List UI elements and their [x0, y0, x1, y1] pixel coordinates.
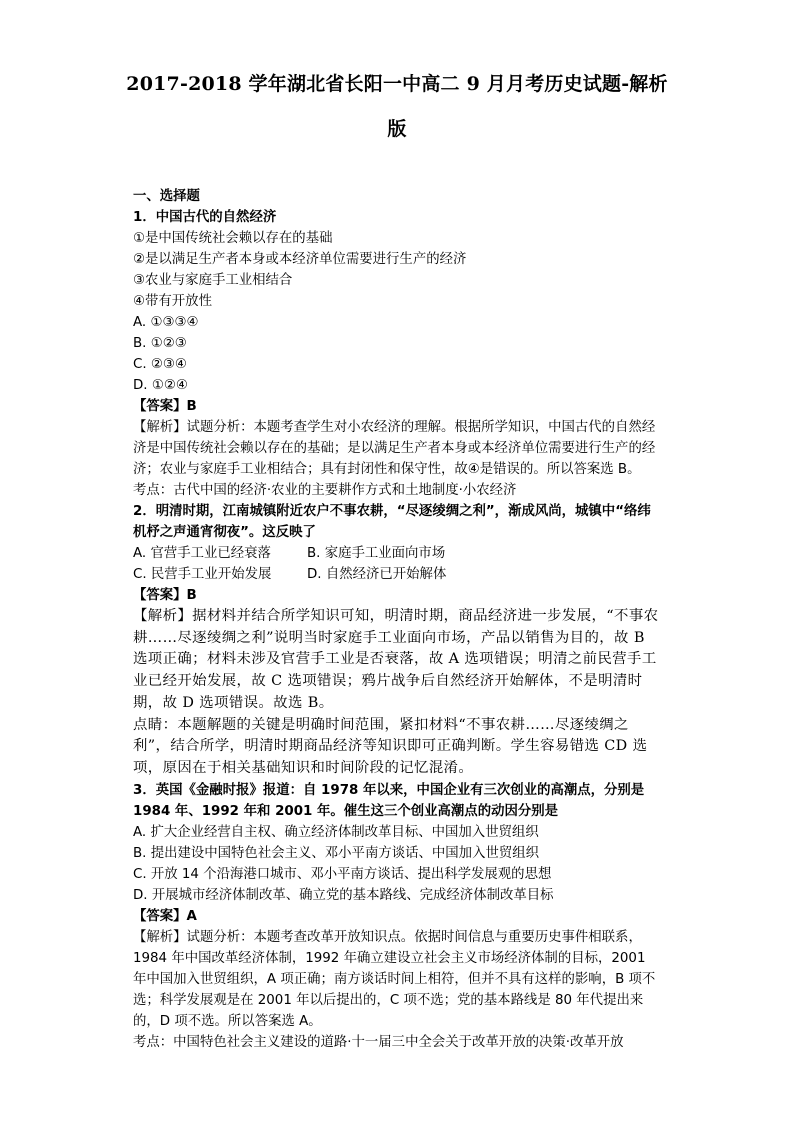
question-3-stem: 3．英国《金融时报》报道：自 1978 年以来，中国企业有三次创业的高潮点，分别是 1984 年、1992 年和 2001 年。催生这三个创业高潮点的动因分别是: [133, 782, 645, 819]
question-2-analysis: 【解析】据材料并结合所学知识可知，明清时期，商品经济进一步发展，“不事农耕……尽逐绫绸之利”说明当时家庭手工业面向市场，产品以销售为目的，故 B 选项正确；材料未涉及官营手工业是否衰落，故 A 选项错误；明清之前民营手工业已经开始发展，故 C 选项错误；鸦片战争后自然经济开始解体，不是明清时期，故 D 选项错误。故选 B。: [133, 608, 659, 711]
question-2-tip: 点睛：本题解题的关键是明确时间范围，紧扣材料“不事农耕……尽逐绫绸之利”，结合所学，明清时期商品经济等知识即可正确判断。学生容易错选 CD 选项，原因在于相关基础知识和时间阶段的记忆混淆。: [133, 716, 648, 776]
question-3-option-c: C. 开放 14 个沿海港口城市、邓小平南方谈话、提出科学发展观的思想: [133, 866, 552, 882]
question-3-option-b: B. 提出建设中国特色社会主义、邓小平南方谈话、中国加入世贸组织: [133, 845, 540, 861]
question-3-point: 考点：中国特色社会主义建设的道路·十一届三中全会关于改革开放的决策·改革开放: [133, 1034, 624, 1050]
question-1-point: 考点：古代中国的经济·农业的主要耕作方式和土地制度·小农经济: [133, 483, 517, 498]
question-1-option-b: B. ①②③: [133, 336, 187, 351]
question-1-item: ③农业与家庭手工业相结合: [133, 273, 293, 288]
question-1-item: ④带有开放性: [133, 294, 212, 309]
question-2-option-c: C. 民营手工业开始发展: [133, 567, 272, 582]
question-1-stem: 1．中国古代的自然经济: [133, 210, 277, 225]
question-2-options-row-2: [133, 564, 663, 585]
question-2-options-row-1: [133, 543, 663, 564]
question-3-option-d: D. 开展城市经济体制改革、确立党的基本路线、完成经济体制改革目标: [133, 887, 554, 903]
question-2-answer: 【答案】B: [133, 588, 197, 603]
question-3-option-a: A. 扩大企业经营自主权、确立经济体制改革目标、中国加入世贸组织: [133, 824, 539, 840]
question-1-answer: 【答案】B: [133, 399, 197, 414]
section-heading: 一、选择题: [133, 189, 200, 204]
question-3-analysis: 【解析】试题分析：本题考查改革开放知识点。依据时间信息与重要历史事件相联系，1984 年中国改革经济体制，1992 年确立建设立社会主义市场经济体制的目标，2001 年中国加入世贸组织，A 项正确；南方谈话时间上相符，但并不具有这样的影响，B 项不选；科学发展观是在 2001 年以后提出的，C 项不选；党的基本路线是 80 年代提出来的，D 项不选。所以答案选 A。: [133, 929, 656, 1029]
question-1-option-d: D. ①②④: [133, 378, 188, 393]
question-1-option-a: A. ①③③④: [133, 315, 199, 330]
document-body: [133, 186, 663, 1053]
question-3-answer: 【答案】A: [133, 908, 197, 924]
question-1-analysis: 【解析】试题分析：本题考查学生对小农经济的理解。根据所学知识，中国古代的自然经济是中国传统社会赖以存在的基础；是以满足生产者本身或本经济单位需要进行生产的经济；农业与家庭手工业相结合；具有封闭性和保守性，故④是错误的。所以答案选 B。: [133, 420, 656, 477]
question-1-option-c: C. ②③④: [133, 357, 187, 372]
question-2-stem: 2．明清时期，江南城镇附近农户不事农耕，“尽逐绫绸之利”，渐成风尚，城镇中“络纬机杼之声通宵彻夜”。这反映了: [133, 504, 651, 540]
document-title: 2017-2018 学年湖北省长阳一中高二 9 月月考历史试题-解析版: [126, 73, 668, 140]
question-1-item: ②是以满足生产者本身或本经济单位需要进行生产的经济: [133, 252, 467, 267]
question-2-option-a: A. 官营手工业已经衰落: [133, 546, 271, 561]
question-1-item: ①是中国传统社会赖以存在的基础: [133, 231, 333, 246]
question-2-option-d: D. 自然经济已开始解体: [307, 567, 447, 582]
question-2-option-b: B. 家庭手工业面向市场: [307, 546, 446, 561]
